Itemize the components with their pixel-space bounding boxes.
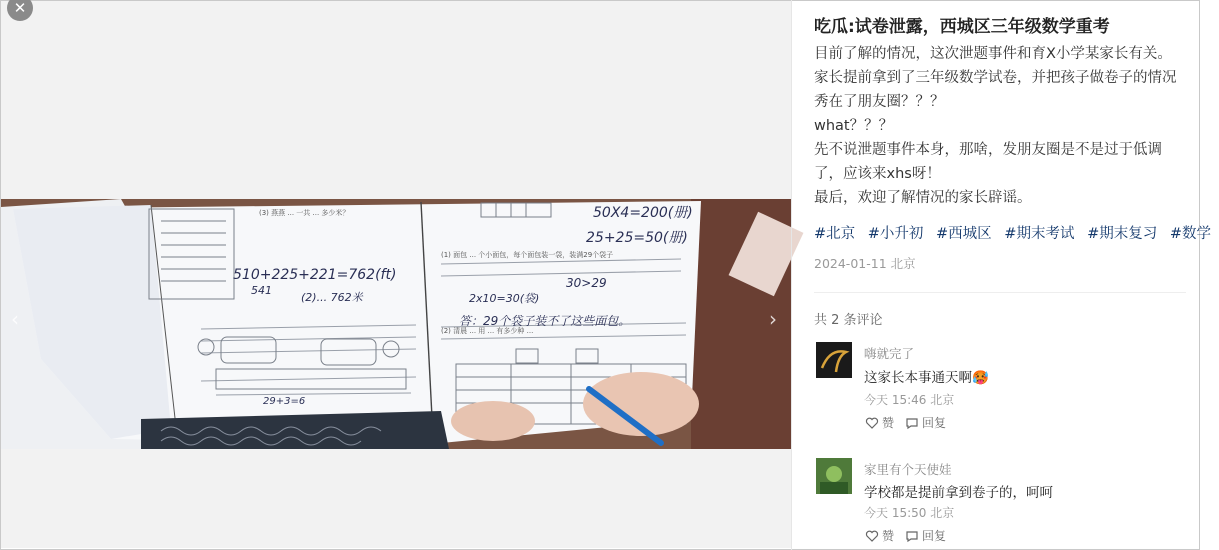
post-body-line: 家长提前拿到了三年级数学试卷，并把孩子做卷子的情况秀在了朋友圈？？？ bbox=[814, 70, 1177, 110]
hw-line8: 答：29个袋子装不了这些面包。 bbox=[459, 314, 631, 328]
post-body-line: 目前了解的情况，这次泄题事件和育X小学某家长有关。 bbox=[814, 46, 1172, 62]
post-body-line: what？？？ bbox=[814, 118, 894, 134]
print-q5: (2) 清晨 ... 用 ... 有多少种 ... bbox=[441, 327, 534, 335]
panel-divider bbox=[791, 0, 792, 550]
hw-line9: 29+3=6 bbox=[263, 396, 306, 407]
close-icon[interactable]: ✕ bbox=[7, 0, 33, 21]
reply-button[interactable] bbox=[905, 414, 946, 431]
print-q4: (1) 面包 ... 个小面包，每个面包装一袋，装满29个袋子 bbox=[441, 251, 614, 259]
hw-line5: 25+25=50(册) bbox=[586, 230, 688, 246]
reply-icon bbox=[905, 416, 919, 430]
avatar[interactable] bbox=[816, 342, 852, 378]
tag-final-review[interactable]: #期末复习 bbox=[1087, 226, 1158, 242]
comment-count: 共 2 条评论 bbox=[814, 313, 883, 328]
post-date: 2024-01-11 北京 bbox=[814, 256, 916, 271]
comment-author[interactable]: 家里有个天使娃 bbox=[864, 462, 952, 477]
divider-line bbox=[814, 292, 1186, 293]
like-icon bbox=[865, 416, 879, 430]
avatar[interactable] bbox=[816, 458, 852, 494]
tag-list bbox=[814, 222, 1219, 243]
prev-arrow-icon[interactable]: ‹ bbox=[11, 307, 19, 331]
exam-paper-photo bbox=[1, 199, 791, 449]
post-body bbox=[814, 42, 1186, 210]
comment-meta: 今天 15:46 北京 bbox=[864, 393, 955, 407]
reply-button[interactable] bbox=[905, 527, 946, 544]
hw-line3: (2)... 762米 bbox=[301, 291, 363, 304]
comment-text: 这家长本事通天啊🥵 bbox=[864, 370, 989, 386]
post-photo[interactable] bbox=[1, 199, 791, 449]
hw-line6: 30>29 bbox=[566, 276, 607, 290]
like-icon bbox=[865, 529, 879, 543]
print-q3: (3) 燕燕 ... 一共 ... 多少米？ bbox=[259, 209, 350, 217]
hw-line4: 50X4=200(册) bbox=[593, 205, 693, 221]
like-button[interactable] bbox=[865, 527, 894, 544]
comment-meta: 今天 15:50 北京 bbox=[864, 506, 955, 520]
tag-xicheng[interactable]: #西城区 bbox=[936, 226, 992, 242]
reply-label: 回复 bbox=[922, 416, 947, 430]
post-body-line: 最后，欢迎了解情况的家长辟谣。 bbox=[814, 190, 1032, 206]
comment-text: 学校都是提前拿到卷子的，呵呵 bbox=[864, 485, 1053, 501]
tag-math[interactable]: #数学 bbox=[1169, 226, 1211, 242]
hw-line1: 510+225+221=762(ft) bbox=[233, 267, 397, 283]
tag-final-exam[interactable]: #期末考试 bbox=[1004, 226, 1075, 242]
post-title: 吃瓜:试卷泄露，西城区三年级数学重考 bbox=[814, 17, 1110, 37]
next-arrow-icon[interactable]: › bbox=[769, 307, 777, 331]
like-label: 赞 bbox=[882, 416, 895, 430]
tag-beijing[interactable]: #北京 bbox=[814, 226, 856, 242]
media-panel bbox=[1, 1, 791, 548]
reply-label: 回复 bbox=[922, 529, 947, 543]
reply-icon bbox=[905, 529, 919, 543]
hw-line7: 2x10=30(袋) bbox=[469, 292, 540, 305]
comment-author[interactable]: 嗨就完了 bbox=[864, 346, 915, 361]
hw-line2: 541 bbox=[251, 284, 272, 297]
like-label: 赞 bbox=[882, 529, 895, 543]
tag-xiaoshengchu[interactable]: #小升初 bbox=[867, 226, 924, 242]
post-body-line: 先不说泄题事件本身，那啥，发朋友圈是不是过于低调了，应该来xhs呀！ bbox=[814, 142, 1162, 182]
like-button[interactable] bbox=[865, 414, 894, 431]
